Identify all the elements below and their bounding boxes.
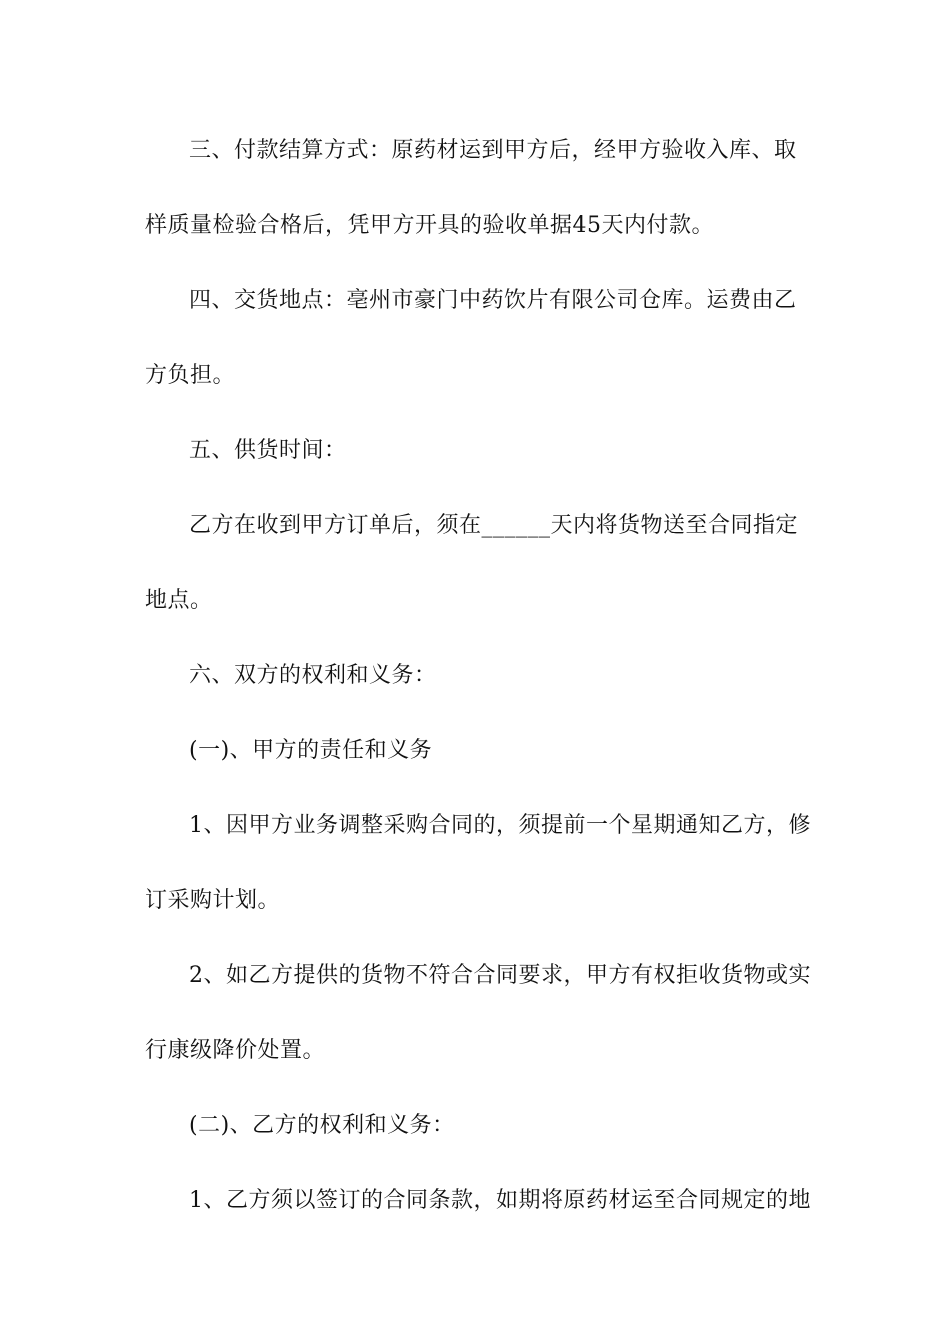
- clause-4-delivery-line-2: 方负担。: [145, 363, 236, 388]
- subsection-1-item-1-line-1: 1、因甲方业务调整采购合同的，须提前一个星期通知乙方，修: [189, 813, 811, 838]
- subsection-1-item-2-line-2: 行康级降价处置。: [145, 1038, 326, 1063]
- clause-6-heading: 六、双方的权利和义务：: [189, 663, 437, 688]
- clause-4-delivery-line-1: 四、交货地点：亳州市豪门中药饮片有限公司仓库。运费由乙: [189, 288, 797, 313]
- subsection-1-heading: (一)、甲方的责任和义务: [189, 738, 433, 763]
- clause-5-body-line-1: 乙方在收到甲方订单后，须在______天内将货物送至合同指定: [189, 513, 799, 538]
- subsection-1-item-2-line-1: 2、如乙方提供的货物不符合合同要求，甲方有权拒收货物或实: [189, 963, 811, 988]
- clause-3-payment-line-1: 三、付款结算方式：原药材运到甲方后，经甲方验收入库、取: [189, 138, 797, 163]
- subsection-2-item-1-line-1: 1、乙方须以签订的合同条款，如期将原药材运至合同规定的地: [189, 1188, 811, 1213]
- clause-5-body-line-2: 地点。: [145, 588, 213, 613]
- clause-3-payment-line-2: 样质量检验合格后，凭甲方开具的验收单据45天内付款。: [145, 213, 714, 238]
- subsection-1-item-1-line-2: 订采购计划。: [145, 888, 281, 913]
- subsection-2-heading: (二)、乙方的权利和义务：: [189, 1113, 455, 1138]
- clause-5-heading: 五、供货时间：: [189, 438, 347, 463]
